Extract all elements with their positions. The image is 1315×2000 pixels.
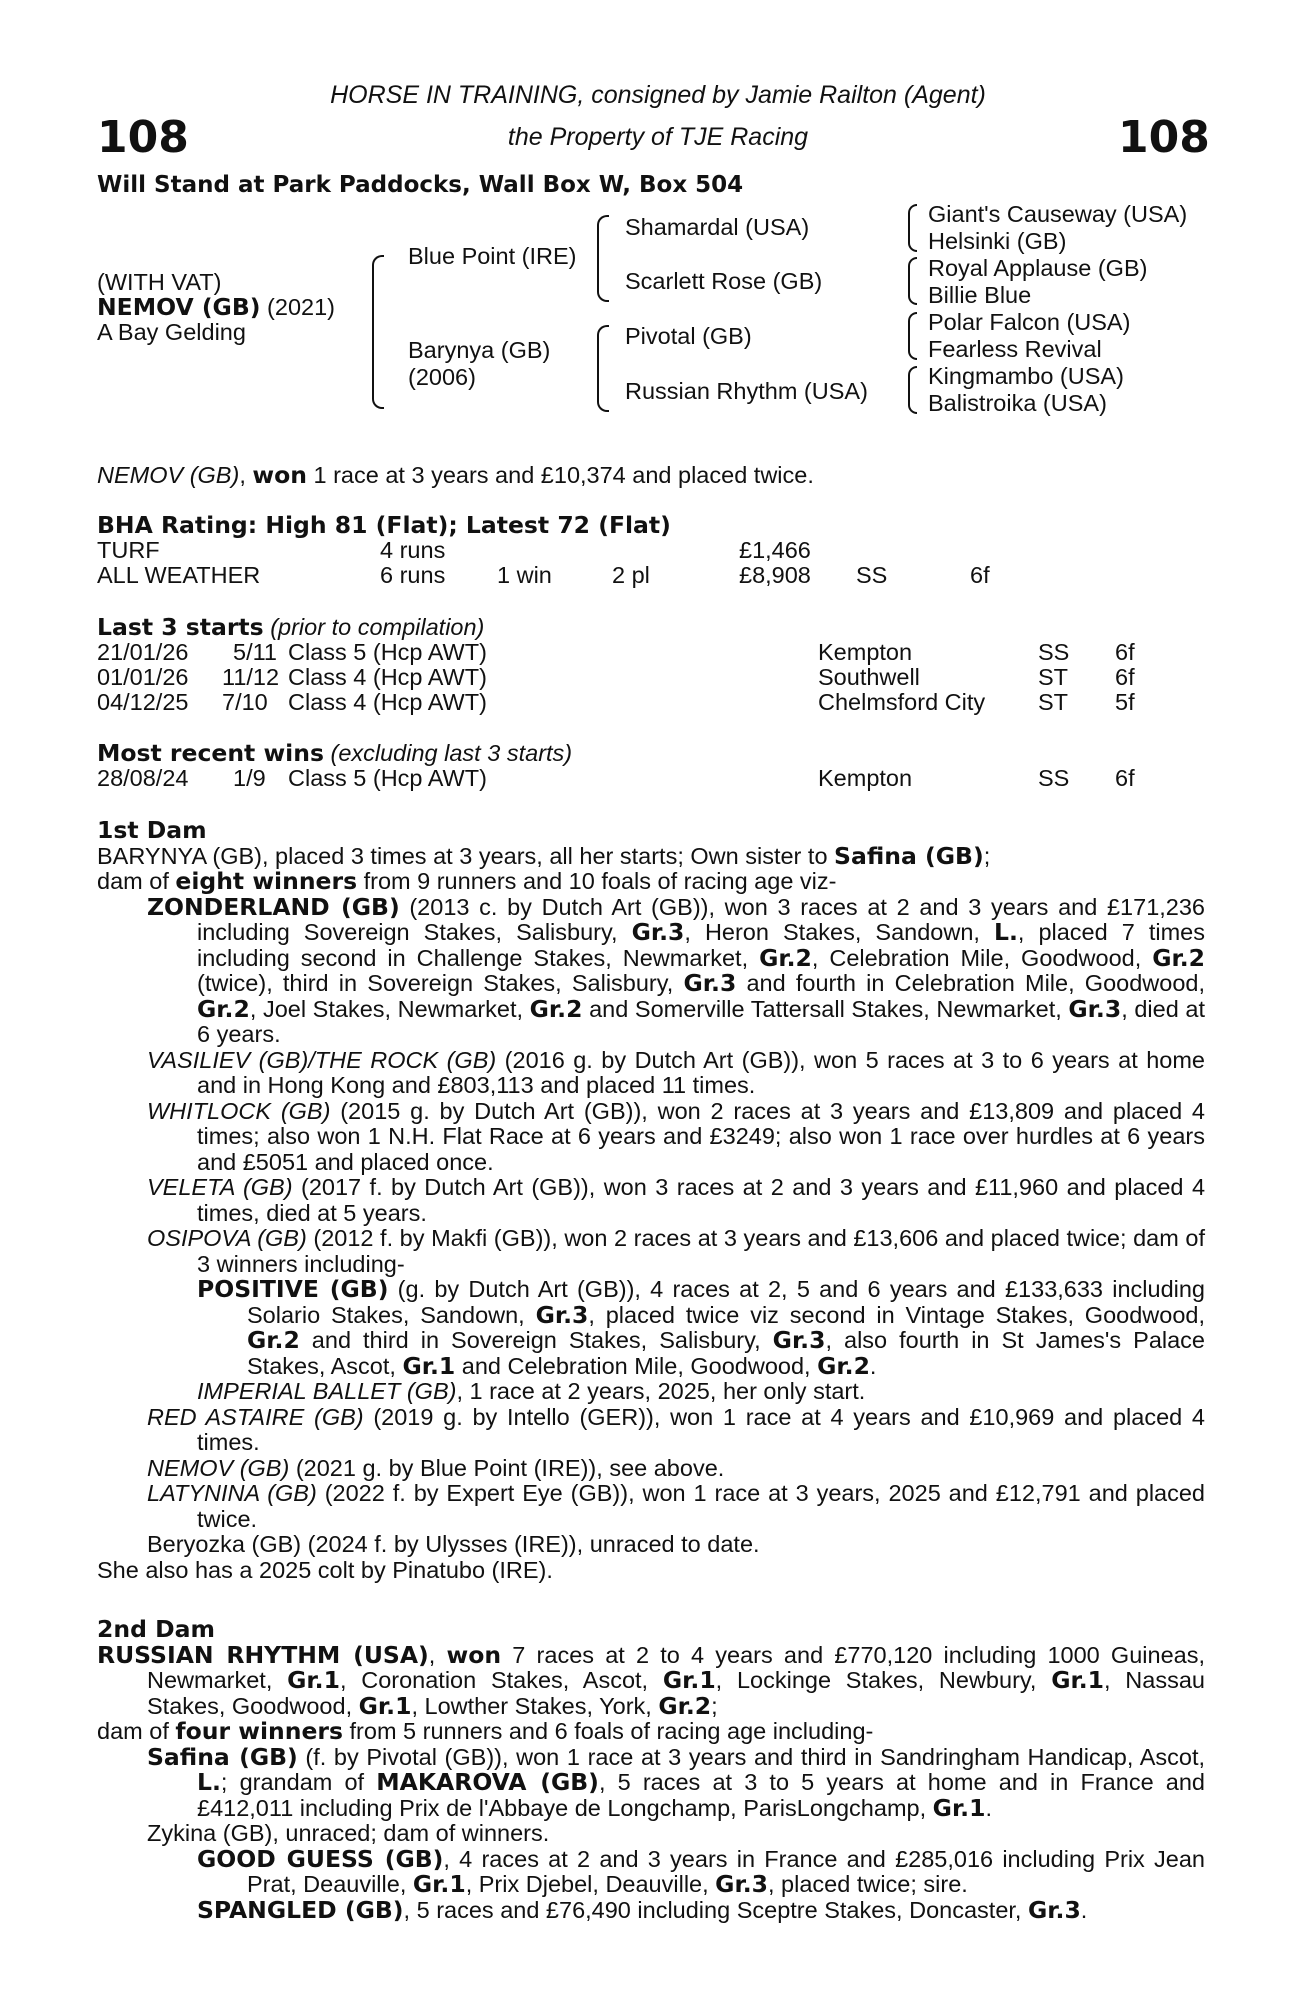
brace-g2 xyxy=(908,257,917,305)
grade: Gr.2 xyxy=(817,1351,870,1380)
rating-distance: 6f xyxy=(970,562,990,588)
start-distance: 5f xyxy=(1115,689,1135,715)
text: , Lowther Stakes, York, xyxy=(411,1692,659,1719)
produce-entry xyxy=(97,1821,1205,1847)
produce-name: IMPERIAL BALLET (GB) xyxy=(197,1378,457,1404)
rating-runs: 4 runs xyxy=(380,537,446,563)
text: Zykina (GB), unraced; dam of winners. xyxy=(147,1820,550,1846)
second-dam-produce xyxy=(97,1719,1205,1745)
granddam-4: Balistroika (USA) xyxy=(928,390,1107,416)
text: ; xyxy=(983,842,991,869)
grade: Gr.2 xyxy=(247,1326,300,1354)
text: from 5 runners and 6 foals of racing age including- xyxy=(343,1718,874,1744)
produce-name: WHITLOCK (GB) xyxy=(147,1097,331,1124)
horse-name-line xyxy=(97,295,335,321)
grade: Gr.1 xyxy=(932,1793,986,1822)
start-position: 11/12 xyxy=(222,664,280,690)
start-course: Southwell xyxy=(818,664,920,690)
grade: Gr.3 xyxy=(715,1870,768,1898)
grade: Gr.1 xyxy=(358,1691,412,1720)
produce-name: SPANGLED (GB) xyxy=(197,1895,404,1924)
produce-name: Safina (GB) xyxy=(147,1742,298,1771)
win-class: Class 5 (Hcp AWT) xyxy=(288,765,487,791)
grand-produce-entry xyxy=(97,1277,1205,1379)
text: ; grandam of xyxy=(220,1769,377,1795)
sire-dam: Scarlett Rose (GB) xyxy=(625,268,823,294)
produce-name: VASILIEV (GB)/THE ROCK (GB) xyxy=(147,1046,497,1073)
text: and third in Sovereign Stakes, Salisbury, xyxy=(299,1327,773,1353)
grade: Gr.3 xyxy=(1068,994,1122,1023)
start-course: Kempton xyxy=(818,639,913,665)
rating-surface: ALL WEATHER xyxy=(97,562,261,588)
text: . xyxy=(985,1794,992,1821)
produce-name: VELETA (GB) xyxy=(147,1174,293,1200)
recent-wins-title: Most recent wins xyxy=(97,739,324,767)
produce-entry xyxy=(97,892,1206,1048)
text: (2017 f. by Dutch Art (GB)), won 3 races at 2 and 3 years and £11,960 and placed 4 times, died at 5 years. xyxy=(197,1174,1206,1226)
grade: Gr.1 xyxy=(662,1666,716,1694)
granddam-2: Billie Blue xyxy=(928,282,1032,308)
text: , placed twice viz second in Vintage Stakes, Goodwood, xyxy=(588,1301,1206,1328)
text: (2012 f. by Makfi (GB)), won 2 races at 3 years and £13,606 and placed twice; dam of 3 winners including- xyxy=(197,1225,1205,1277)
property-line: the Property of TJE Racing xyxy=(507,123,809,151)
consignor-line: HORSE IN TRAINING, consigned by Jamie Railton (Agent) xyxy=(330,81,986,109)
grade: Gr.2 xyxy=(759,943,812,972)
text: , 5 races at 3 to 5 years at home and in France and £412,011 including Prix de l'Abbaye de Longchamp, ParisLongchamp, xyxy=(197,1769,1205,1821)
grand-produce-entry xyxy=(97,1895,1205,1924)
dam-year: (2006) xyxy=(408,364,476,390)
granddam-3: Fearless Revival xyxy=(928,336,1102,362)
summary-won: won xyxy=(252,461,307,489)
brace-g4 xyxy=(908,366,917,414)
text: , Celebration Mile, Goodwood, xyxy=(811,944,1153,971)
produce-entry xyxy=(97,1481,1205,1532)
recent-wins-note: (excluding last 3 starts) xyxy=(323,740,573,766)
produce-name: ZONDERLAND (GB) xyxy=(147,892,400,921)
second-dam-heading: 2nd Dam xyxy=(97,1615,215,1643)
grade: Gr.3 xyxy=(631,918,685,946)
bha-rating: BHA Rating: High 81 (Flat); Latest 72 (Flat) xyxy=(97,511,671,539)
rating-money: £1,466 xyxy=(739,537,811,563)
text: , 4 races at 2 and 3 years in France and £285,016 including Prix Jean Prat, Deauville, xyxy=(247,1845,1205,1897)
win-date: 28/08/24 xyxy=(97,765,189,791)
produce-name: GOOD GUESS (GB) xyxy=(197,1844,444,1873)
stand-location: Will Stand at Park Paddocks, Wall Box W, Box 504 xyxy=(97,172,744,198)
dam-sire: Pivotal (GB) xyxy=(625,323,752,349)
first-dam-intro xyxy=(97,841,1205,870)
produce-name: OSIPOVA (GB) xyxy=(147,1225,307,1251)
grade: Gr.3 xyxy=(772,1326,826,1354)
produce-entry xyxy=(97,1226,1205,1277)
text: , 1 race at 2 years, 2025, her only start. xyxy=(456,1378,866,1404)
lot-number-right: 108 xyxy=(1118,112,1210,163)
text: and Somerville Tattersall Stakes, Newmarket, xyxy=(582,995,1069,1022)
grandsire-1: Giant's Causeway (USA) xyxy=(928,201,1188,227)
grade: Gr.1 xyxy=(412,1870,466,1898)
dam-name: RUSSIAN RHYTHM (USA) xyxy=(97,1640,429,1669)
produce-entry xyxy=(97,1532,1205,1558)
produce-name: RED ASTAIRE (GB) xyxy=(147,1403,364,1430)
text: dam of xyxy=(97,868,176,894)
produce-name: NEMOV (GB) xyxy=(147,1454,290,1481)
dam: Barynya (GB) xyxy=(408,337,551,363)
grandsire-2: Royal Applause (GB) xyxy=(928,255,1148,281)
granddam-1: Helsinki (GB) xyxy=(928,228,1067,254)
start-going: SS xyxy=(1038,639,1070,665)
grandsire-3: Polar Falcon (USA) xyxy=(928,309,1131,335)
start-going: ST xyxy=(1038,689,1069,715)
winners-count: eight winners xyxy=(175,867,358,895)
grade: Gr.2 xyxy=(1152,943,1205,972)
produce-name: POSITIVE (GB) xyxy=(197,1275,389,1303)
win-going: SS xyxy=(1038,765,1070,791)
grandsire-4: Kingmambo (USA) xyxy=(928,363,1124,389)
brace-sire-parents xyxy=(597,215,609,302)
horse-year: (2021) xyxy=(260,294,335,320)
brace-g3 xyxy=(908,312,917,360)
text: (twice), third in Sovereign Stakes, Salisbury, xyxy=(197,970,684,996)
summary-text: 1 race at 3 years and £10,374 and placed twice. xyxy=(306,462,814,488)
text: Beryozka (GB) (2024 f. by Ulysses (IRE)), unraced to date. xyxy=(147,1531,760,1557)
grade: Gr.1 xyxy=(1051,1666,1105,1694)
text: (2013 c. by Dutch Art (GB)), won 3 races at 2 and 3 years and £171,236 including Sovereign Stakes, Salisbury, xyxy=(197,893,1205,945)
first-dam-heading: 1st Dam xyxy=(97,816,207,844)
rating-wins: 1 win xyxy=(497,562,552,588)
win-position: 1/9 xyxy=(233,765,266,791)
text: 7 races at 2 to 4 years and £770,120 including 1000 Guineas, Newmarket, xyxy=(147,1641,1205,1693)
produce-name: MAKAROVA (GB) xyxy=(376,1768,599,1796)
text: dam of xyxy=(97,1718,176,1744)
text: , also fourth in St James's Palace Stakes, Ascot, xyxy=(247,1327,1205,1379)
text: (f. by Pivotal (GB)), won 1 race at 3 years and third in Sandringham Handicap, Ascot, xyxy=(297,1743,1205,1770)
text: , Joel Stakes, Newmarket, xyxy=(249,995,530,1022)
brace-dam-parents xyxy=(597,325,609,412)
start-class: Class 5 (Hcp AWT) xyxy=(288,639,487,665)
grade: Gr.2 xyxy=(658,1691,712,1720)
text: (g. by Dutch Art (GB)), 4 races at 2, 5 and 6 years and £133,633 including Solario Stakes, Sandown, xyxy=(247,1276,1205,1328)
start-course: Chelmsford City xyxy=(818,689,986,715)
start-distance: 6f xyxy=(1115,664,1135,690)
text: , Prix Djebel, Deauville, xyxy=(465,1871,716,1897)
summary-comma: , xyxy=(239,462,246,488)
produce-entry xyxy=(97,1405,1205,1456)
race-summary xyxy=(97,463,814,489)
vat-note: (WITH VAT) xyxy=(97,269,222,295)
text: , 5 races and £76,490 including Sceptre Stakes, Doncaster, xyxy=(403,1896,1028,1923)
text: , Heron Stakes, Sandown, xyxy=(684,919,994,945)
start-position: 5/11 xyxy=(233,639,277,665)
grade: Gr.1 xyxy=(287,1666,340,1694)
dam-dam: Russian Rhythm (USA) xyxy=(625,378,868,404)
text: , Coronation Stakes, Ascot, xyxy=(339,1667,663,1693)
text: , Lockinge Stakes, Newbury, xyxy=(715,1667,1052,1693)
grade: Gr.1 xyxy=(402,1351,456,1380)
second-dam-section xyxy=(97,1617,1205,1923)
grade: Gr.3 xyxy=(535,1300,589,1329)
brace-sire-dam xyxy=(372,255,384,409)
start-going: ST xyxy=(1038,664,1069,690)
won-label: won xyxy=(446,1640,502,1669)
text: (2016 g. by Dutch Art (GB)), won 5 races at 3 to 6 years at home and in Hong Kong and £803,113 and placed 11 times. xyxy=(197,1046,1205,1098)
text: , placed 7 times including second in Challenge Stakes, Newmarket, xyxy=(197,919,1205,971)
rating-placed: 2 pl xyxy=(612,562,650,588)
horse-description: A Bay Gelding xyxy=(97,319,246,345)
text: (2022 f. by Expert Eye (GB)), won 1 race at 3 years, 2025 and £12,791 and placed twice. xyxy=(197,1480,1205,1532)
produce-entry xyxy=(97,1456,1205,1482)
rating-money: £8,908 xyxy=(739,562,811,588)
lot-number-left: 108 xyxy=(97,112,189,163)
text: (2019 g. by Intello (GER)), won 1 race at 4 years and £10,969 and placed 4 times. xyxy=(197,1403,1206,1455)
start-distance: 6f xyxy=(1115,639,1135,665)
start-date: 21/01/26 xyxy=(97,639,189,665)
last-starts-heading xyxy=(97,615,484,641)
text: , died at 6 years. xyxy=(197,995,1205,1047)
start-date: 01/01/26 xyxy=(97,664,189,690)
win-distance: 6f xyxy=(1115,765,1135,791)
text: and Celebration Mile, Goodwood, xyxy=(455,1352,818,1379)
rating-runs: 6 runs xyxy=(380,562,446,588)
summary-horse-name: NEMOV (GB) xyxy=(97,462,240,488)
grand-produce-entry xyxy=(97,1844,1205,1898)
grade: Gr.3 xyxy=(683,969,737,997)
start-class: Class 4 (Hcp AWT) xyxy=(288,664,487,690)
start-position: 7/10 xyxy=(222,689,268,715)
text: (2015 g. by Dutch Art (GB)), won 2 races at 3 years and £13,809 and placed 4 times; also won 1 N.H. Flat Race at 6 years and £3249; also won 1 race over hurdles at 6 years and £5051 and placed once. xyxy=(197,1097,1205,1175)
text: . xyxy=(869,1352,877,1379)
sire-sire: Shamardal (USA) xyxy=(625,214,810,240)
start-class: Class 4 (Hcp AWT) xyxy=(288,689,487,715)
last-starts-title: Last 3 starts xyxy=(97,613,264,641)
grade: Gr.3 xyxy=(1027,1895,1081,1924)
recent-wins-heading xyxy=(97,741,572,767)
grand-produce-entry xyxy=(97,1379,1205,1405)
winners-count: four winners xyxy=(175,1717,343,1745)
start-date: 04/12/25 xyxy=(97,689,189,715)
text: ; xyxy=(711,1692,718,1719)
produce-entry xyxy=(97,1175,1205,1226)
text: , Nassau Stakes, Goodwood, xyxy=(147,1667,1205,1719)
rating-going: SS xyxy=(856,562,888,588)
horse-name: NEMOV (GB) xyxy=(97,293,261,321)
produce-entry xyxy=(97,1099,1205,1176)
sister-name: Safina (GB) xyxy=(834,841,984,870)
rating-surface: TURF xyxy=(97,537,160,563)
win-course: Kempton xyxy=(818,765,913,791)
text: from 9 runners and 10 foals of racing age viz- xyxy=(357,868,837,894)
sire: Blue Point (IRE) xyxy=(408,243,577,269)
first-dam-section xyxy=(97,818,1205,1583)
text: . xyxy=(1080,1896,1088,1923)
text: BARYNYA (GB), placed 3 times at 3 years, all her starts; Own sister to xyxy=(97,842,835,869)
also-note: She also has a 2025 colt by Pinatubo (IRE). xyxy=(97,1556,553,1583)
text: and fourth in Celebration Mile, Goodwood, xyxy=(736,970,1206,996)
first-dam-produce xyxy=(97,869,1205,895)
text: , xyxy=(428,1641,447,1668)
second-dam-record xyxy=(97,1640,1205,1720)
text: , placed twice; sire. xyxy=(767,1871,968,1897)
produce-entry xyxy=(97,1742,1205,1822)
produce-name: LATYNINA (GB) xyxy=(147,1480,317,1506)
grade: Gr.2 xyxy=(197,994,250,1023)
grade: Gr.2 xyxy=(529,994,583,1023)
grade: L. xyxy=(197,1768,221,1796)
last-starts-note: (prior to compilation) xyxy=(263,614,485,640)
grade: L. xyxy=(993,918,1018,946)
text: (2021 g. by Blue Point (IRE)), see above. xyxy=(289,1454,725,1481)
produce-entry xyxy=(97,1048,1205,1099)
brace-g1 xyxy=(908,204,917,252)
